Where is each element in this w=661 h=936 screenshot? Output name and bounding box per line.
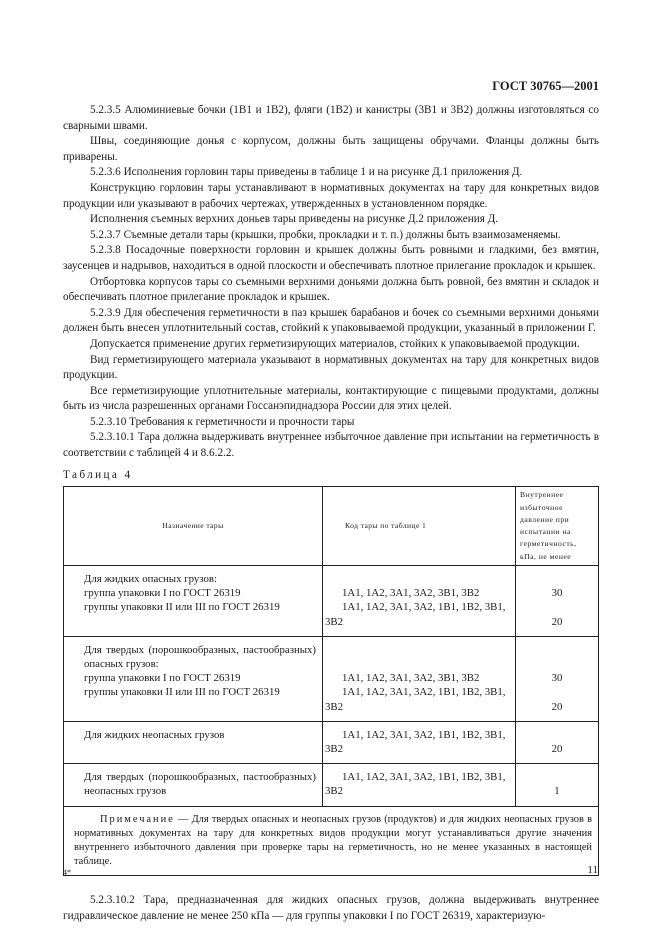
row-code: 1А1, 1А2, 3А1, 3А2, 1В1, 1В2, 3В1, 3В2 <box>325 771 506 798</box>
note-label: Примечание <box>100 813 175 825</box>
row-values <box>516 721 599 763</box>
row-codes <box>323 636 516 721</box>
row-value: 20 <box>551 615 563 628</box>
row-purpose <box>64 566 323 637</box>
paragraph: 5.2.3.7 Съемные детали тары (крышки, пробки, прокладки и т. п.) должны быть взаимозаменяемы. <box>90 228 561 241</box>
row-purpose <box>64 764 323 806</box>
row-values <box>516 566 599 637</box>
pressure-table <box>63 486 599 876</box>
row-title: Для твердых (порошкообразных, пастообразных) неопасных грузов <box>84 771 316 798</box>
paragraph: Вид герметизирующего материала указывают в нормативных документах на тару для конкретных видов продукции. <box>63 353 599 382</box>
paragraph: Все герметизирующие уплотнительные материалы, контактирующие с пищевыми продуктами, должны быть из числа разрешенных органами Госсанэпиднадзора России для этих целей. <box>63 384 599 413</box>
row-sub: группы упаковки II или III по ГОСТ 26319 <box>84 686 280 699</box>
row-purpose <box>64 721 323 763</box>
table-row <box>64 566 599 637</box>
paragraph: 5.2.3.10.2 Тара, предназначенная для жидких опасных грузов, должна выдерживать внутреннее гидравлическое давление не менее 250 кПа — для группы упаковки I по ГОСТ 26319, характеризую- <box>63 894 599 923</box>
header-purpose: Назначение тары <box>64 487 323 566</box>
row-values <box>516 764 599 806</box>
paragraph: 5.2.3.5 Алюминиевые бочки (1В1 и 1В2), фляги (1В2) и канистры (3В1 и 3В2) должны изготовляться со сварными швами. <box>63 104 599 132</box>
row-value: 1 <box>554 785 560 798</box>
row-code: 1А1, 1А2, 3А1, 3А2, 3В1, 3В2 <box>342 672 480 685</box>
page-number: 11 <box>587 864 598 876</box>
paragraph: 5.2.3.6 Исполнения горловин тары приведены в таблице 1 и на рисунке Д.1 приложения Д. <box>90 166 523 179</box>
row-title: Для жидких опасных грузов: <box>84 573 217 586</box>
row-value: 30 <box>551 672 563 685</box>
row-code: 1А1, 1А2, 3А1, 3А2, 1В1, 1В2, 3В1, 3В2 <box>325 728 506 756</box>
row-sub: группа упаковки I по ГОСТ 26319 <box>84 587 241 600</box>
header-code: Код тары по таблице 1 <box>323 487 516 566</box>
paragraph: Конструкцию горловин тары устанавливают в нормативных документах на тару для конкретных видов продукции или указывают в рабочих чертежах, утвержденных в установленном порядке. <box>63 181 599 210</box>
row-code: 1А1, 1А2, 3А1, 3А2, 1В1, 1В2, 3В1, 3В2 <box>325 686 506 713</box>
header-pressure: Внутреннее избыточное давление при испытании на герметичность, кПа, не менее <box>516 487 599 566</box>
standard-header: ГОСТ 30765—2001 <box>492 79 599 93</box>
row-value: 30 <box>551 587 563 600</box>
paragraph: Швы, соединяющие донья с корпусом, должны быть защищены обручами. Фланцы должны быть приварены. <box>63 135 599 163</box>
row-codes <box>323 566 516 637</box>
document-body <box>63 103 599 925</box>
row-purpose <box>64 636 323 721</box>
row-codes <box>323 764 516 806</box>
row-value: 20 <box>551 743 563 756</box>
paragraph: 5.2.3.10.1 Тара должна выдерживать внутреннее избыточное давление при испытании на герметичность в соответствии с таблицей 4 и 8.6.2.2. <box>63 431 599 460</box>
table-row <box>64 764 599 806</box>
table-caption: Таблица 4 <box>63 468 133 481</box>
paragraph: Допускается применение других герметизирующих материалов, стойких к упаковываемой продукции. <box>90 337 580 350</box>
paragraph: Отбортовка корпусов тары со съемными верхними доньями должна быть ровной, без вмятин и складок и обеспечивать плотное прилегание прокладок и крышек. <box>63 275 599 304</box>
row-code: 1А1, 1А2, 3А1, 3А2, 3В1, 3В2 <box>342 587 480 600</box>
table-note-row <box>64 806 599 876</box>
table-header-row <box>64 487 599 566</box>
table-row <box>64 636 599 721</box>
note-text: — Для твердых опасных и неопасных грузов (продуктов) и для жидких неопасных грузов в нормативных документах на тару для конкретных видов продукции могут устанавливаться другие значения внутреннего избыточного давления при проверке тары на герметичность, но не менее указанных в настоящей таблице. <box>74 813 592 868</box>
table-row <box>64 721 599 763</box>
row-title: Для твердых (порошкообразных, пастообразных) опасных грузов: <box>84 643 316 671</box>
paragraph: 5.2.3.9 Для обеспечения герметичности в паз крышек барабанов и бочек со съемными верхними доньями должен быть внесен уплотнительный состав, стойкий к упаковываемой продукции, указанный в приложении Г. <box>63 306 599 335</box>
footer-mark: 4* <box>63 868 71 877</box>
row-sub: группа упаковки I по ГОСТ 26319 <box>84 672 241 685</box>
row-values <box>516 636 599 721</box>
table-note <box>64 806 599 876</box>
paragraph: 5.2.3.8 Посадочные поверхности горловин и крышек должны быть ровными и гладкими, без вмятин, заусенцев и надрывов, находиться в одной плоскости и обеспечивать плотное прилегание прокладок и крышек. <box>63 244 599 272</box>
row-codes <box>323 721 516 763</box>
row-sub: группы упаковки II или III по ГОСТ 26319 <box>84 601 280 614</box>
paragraph: 5.2.3.10 Требования к герметичности и прочности тары <box>90 415 355 428</box>
paragraph: Исполнения съемных верхних доньев тары приведены на рисунке Д.2 приложения Д. <box>90 213 499 226</box>
row-value: 20 <box>551 700 563 713</box>
row-title: Для жидких неопасных грузов <box>84 728 225 741</box>
row-code: 1А1, 1А2, 3А1, 3А2, 1В1, 1В2, 3В1, 3В2 <box>325 601 506 628</box>
